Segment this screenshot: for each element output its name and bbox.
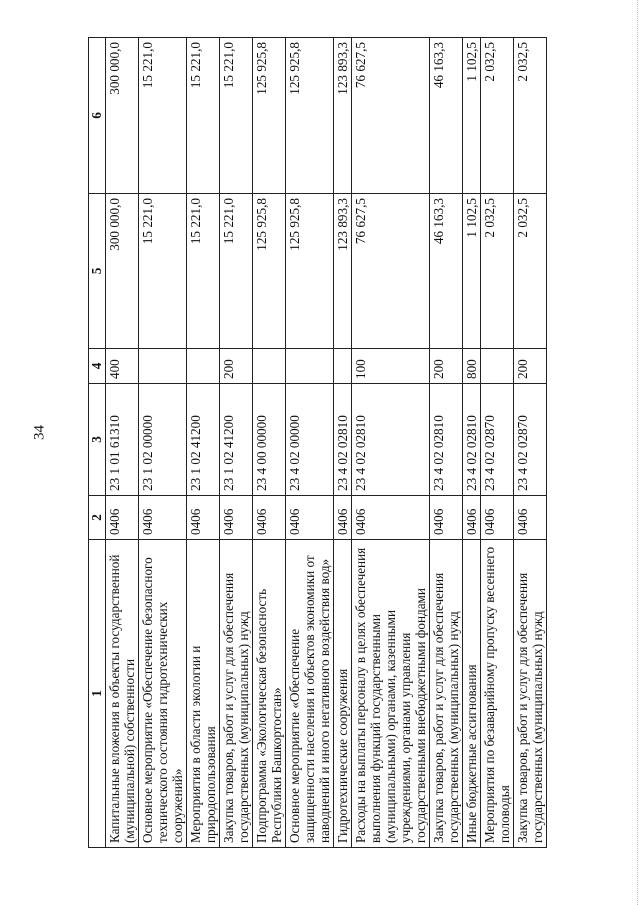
row-section: 0406	[106, 496, 139, 540]
table-row	[481, 38, 514, 848]
row-sum-col6: 15 221,0	[220, 38, 253, 194]
row-sum-col5: 300 000,0	[106, 194, 139, 349]
row-kind-code: 200	[220, 349, 253, 384]
row-name: Подпрограмма «Экологическая безопасность Республики Башкортостан»	[253, 540, 286, 848]
row-kind-code: 100	[352, 349, 430, 384]
row-sum-col5: 125 925,8	[253, 194, 286, 349]
budget-table	[88, 37, 547, 848]
header-row	[89, 38, 106, 848]
table-row	[463, 38, 481, 848]
row-sum-col5: 46 163,3	[430, 194, 463, 349]
row-target-code: 23 4 02 02810	[463, 384, 481, 496]
row-section: 0406	[334, 496, 352, 540]
row-sum-col6: 125 925,8	[253, 38, 286, 194]
row-sum-col6: 15 221,0	[139, 38, 187, 194]
row-name: Мероприятия в области экологии и природопользования	[187, 540, 220, 848]
row-section: 0406	[220, 496, 253, 540]
table-row	[187, 38, 220, 848]
row-sum-col6: 15 221,0	[187, 38, 220, 194]
row-sum-col5: 2 032,5	[481, 194, 514, 349]
row-kind-code: 200	[430, 349, 463, 384]
row-target-code: 23 4 00 00000	[253, 384, 286, 496]
row-sum-col5: 2 032,5	[514, 194, 547, 349]
table-row	[352, 38, 430, 848]
row-kind-code	[286, 349, 334, 384]
row-sum-col6: 125 925,8	[286, 38, 334, 194]
table-row	[286, 38, 334, 848]
row-kind-code	[253, 349, 286, 384]
row-kind-code: 200	[514, 349, 547, 384]
header-col-1: 1	[89, 540, 106, 848]
row-sum-col6: 2 032,5	[481, 38, 514, 194]
row-section: 0406	[514, 496, 547, 540]
row-kind-code	[187, 349, 220, 384]
row-section: 0406	[430, 496, 463, 540]
row-target-code: 23 1 02 00000	[139, 384, 187, 496]
row-kind-code: 800	[463, 349, 481, 384]
row-name: Иные бюджетные ассигнования	[463, 540, 481, 848]
row-sum-col6: 76 627,5	[352, 38, 430, 194]
row-kind-code: 400	[106, 349, 139, 384]
row-target-code: 23 4 02 02810	[334, 384, 352, 496]
header-col-2: 2	[89, 496, 106, 540]
header-col-6: 6	[89, 38, 106, 194]
row-sum-col5: 1 102,5	[463, 194, 481, 349]
row-name: Мероприятия по безаварийному пропуску весеннего половодья	[481, 540, 514, 848]
row-sum-col5: 125 925,8	[286, 194, 334, 349]
row-kind-code	[139, 349, 187, 384]
row-target-code: 23 1 01 61310	[106, 384, 139, 496]
row-sum-col6: 46 163,3	[430, 38, 463, 194]
row-section: 0406	[187, 496, 220, 540]
row-section: 0406	[253, 496, 286, 540]
row-sum-col5: 123 893,3	[334, 194, 352, 349]
row-sum-col6: 300 000,0	[106, 38, 139, 194]
row-section: 0406	[352, 496, 430, 540]
table-row	[139, 38, 187, 848]
header-col-3: 3	[89, 384, 106, 496]
header-col-5: 5	[89, 194, 106, 349]
row-section: 0406	[286, 496, 334, 540]
table-row	[430, 38, 463, 848]
row-name: Гидротехнические сооружения	[334, 540, 352, 848]
row-name: Закупка товаров, работ и услуг для обеспечения государственных (муниципальных) нужд	[430, 540, 463, 848]
table-row	[106, 38, 139, 848]
table-row	[334, 38, 352, 848]
row-target-code: 23 4 02 00000	[286, 384, 334, 496]
row-name: Основное мероприятие «Обеспечение безопасного технического состояния гидротехнических сооружений»	[139, 540, 187, 848]
row-name: Основное мероприятие «Обеспечение защищенности населения и объектов экономики от наводнений и иного негативного воздействия вод»	[286, 540, 334, 848]
row-target-code: 23 1 02 41200	[187, 384, 220, 496]
budget-table-container	[88, 38, 628, 848]
header-col-4: 4	[89, 349, 106, 384]
row-section: 0406	[463, 496, 481, 540]
row-sum-col6: 123 893,3	[334, 38, 352, 194]
row-sum-col5: 15 221,0	[220, 194, 253, 349]
scan-edge-divider	[634, 0, 638, 905]
row-section: 0406	[481, 496, 514, 540]
row-name: Капитальные вложения в объекты государственной (муниципальной) собственности	[106, 540, 139, 848]
row-target-code: 23 4 02 02810	[352, 384, 430, 496]
table-row	[514, 38, 547, 848]
row-sum-col6: 2 032,5	[514, 38, 547, 194]
row-sum-col6: 1 102,5	[463, 38, 481, 194]
row-target-code: 23 4 02 02810	[430, 384, 463, 496]
row-sum-col5: 15 221,0	[139, 194, 187, 349]
row-name: Расходы на выплаты персоналу в целях обеспечения выполнения функций государственными (муниципальными) органами, казенными учреждениями, органами управления государственными внебюджетными фондами	[352, 540, 430, 848]
table-row	[220, 38, 253, 848]
row-kind-code	[481, 349, 514, 384]
row-section: 0406	[139, 496, 187, 540]
row-name: Закупка товаров, работ и услуг для обеспечения государственных (муниципальных) нужд	[514, 540, 547, 848]
row-kind-code	[334, 349, 352, 384]
row-target-code: 23 1 02 41200	[220, 384, 253, 496]
row-name: Закупка товаров, работ и услуг для обеспечения государственных (муниципальных) нужд	[220, 540, 253, 848]
row-sum-col5: 15 221,0	[187, 194, 220, 349]
table-row	[253, 38, 286, 848]
row-target-code: 23 4 02 02870	[481, 384, 514, 496]
row-target-code: 23 4 02 02870	[514, 384, 547, 496]
row-sum-col5: 76 627,5	[352, 194, 430, 349]
page-number: 34	[31, 425, 48, 440]
